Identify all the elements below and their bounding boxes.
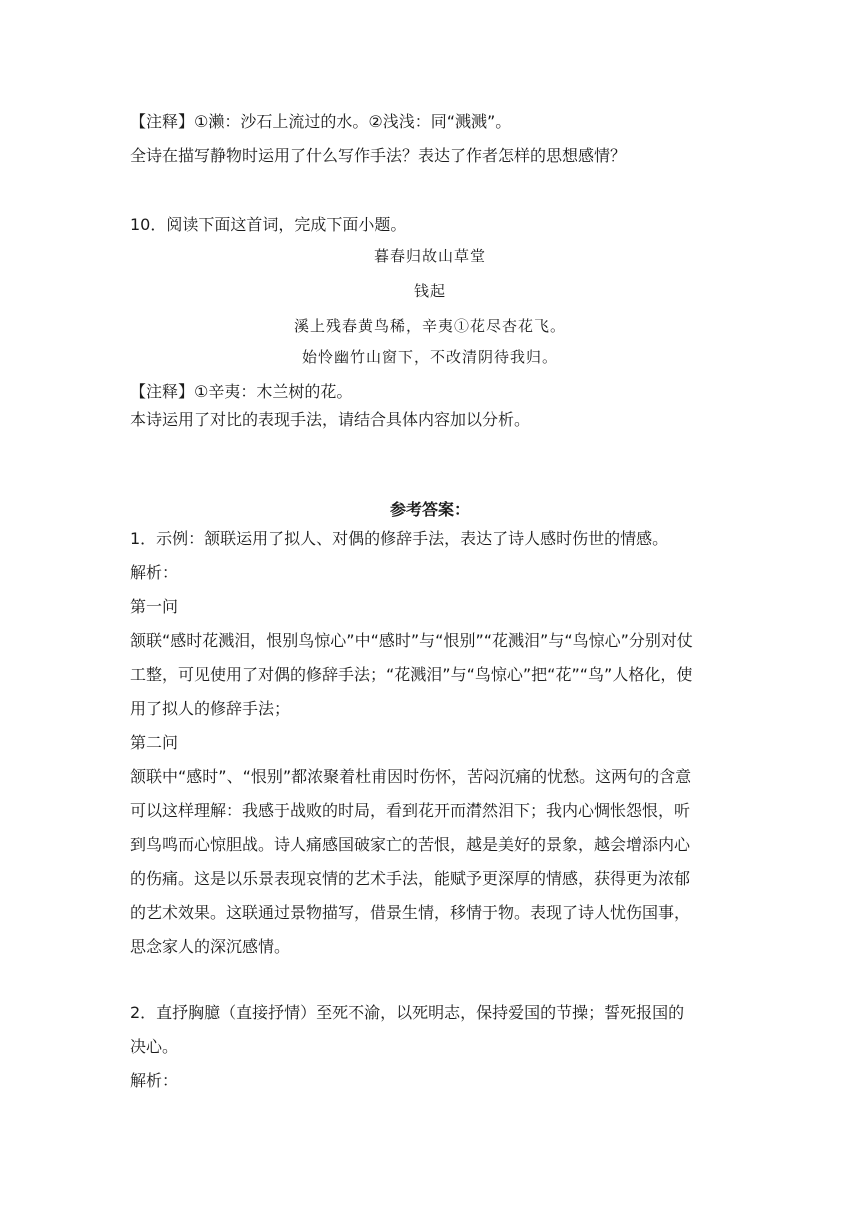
answer-1-part2-line2: 可以这样理解：我感于战败的时局，看到花开而潸然泪下；我内心惆怅怨恨，听: [130, 801, 691, 820]
answer-1-part2-line4: 的伤痛。这是以乐景表现哀情的艺术手法，能赋予更深厚的情感，获得更为浓郁: [130, 869, 691, 888]
answer-2-jiexi-label: 解析：: [130, 1071, 179, 1090]
q10-intro: 10．阅读下面这首词，完成下面小题。: [130, 215, 407, 234]
answer-1-part2-line3: 到鸟鸣而心惊胆战。诗人痛感国破家亡的苦恨，越是美好的景象，越会增添内心: [130, 835, 691, 854]
answer-1-part2-label: 第二问: [130, 733, 179, 752]
answer-1-summary: 1．示例：颔联运用了拟人、对偶的修辞手法，表达了诗人感时伤世的情感。: [130, 529, 669, 548]
answer-1-part1-line1: 颔联“感时花溅泪，恨别鸟惊心”中“感时”与“恨别”“花溅泪”与“鸟惊心”分别对仗: [130, 631, 693, 650]
answer-1-part1-line2: 工整，可见使用了对偶的修辞手法；“花溅泪”与“鸟惊心”把“花”“鸟”人格化，使: [130, 665, 693, 684]
q10-question: 本诗运用了对比的表现手法，请结合具体内容加以分析。: [130, 410, 531, 429]
answer-1-jiexi-label: 解析：: [130, 563, 179, 582]
answer-1-part1-line3: 用了拟人的修辞手法；: [130, 699, 291, 718]
answer-1-part2-line6: 思念家人的深沉感情。: [130, 937, 291, 956]
answers-heading: 参考答案：: [389, 500, 470, 519]
poem-title: 暮春归故山草堂: [373, 247, 486, 265]
answer-2-line1: 2．直抒胸臆（直接抒情）至死不渝，以死明志，保持爱国的节操；誓死报国的: [130, 1003, 685, 1022]
answer-1-part2-line5: 的艺术效果。这联通过景物描写，借景生情，移情于物。表现了诗人忧伤国事，: [130, 903, 691, 922]
q10-note: 【注释】①辛夷：木兰树的花。: [130, 382, 353, 401]
answer-1-part1-label: 第一问: [130, 597, 179, 616]
poem-line-2: 始怜幽竹山窗下，不改清阴待我归。: [301, 348, 558, 366]
q9-note: 【注释】①濑：沙石上流过的水。②浅浅：同“溅溅”。: [130, 112, 512, 131]
poem-author: 钱起: [413, 282, 446, 300]
answer-2-line2: 决心。: [130, 1037, 179, 1056]
poem-line-1: 溪上残春黄鸟稀，辛夷①花尽杏花飞。: [293, 317, 566, 335]
q9-question: 全诗在描写静物时运用了什么写作手法？表达了作者怎样的思想感情？: [130, 146, 627, 165]
answer-1-part2-line1: 颔联中“感时”、“恨别”都浓聚着杜甫因时伤怀，苦闷沉痛的忧愁。这两句的含意: [130, 767, 692, 786]
